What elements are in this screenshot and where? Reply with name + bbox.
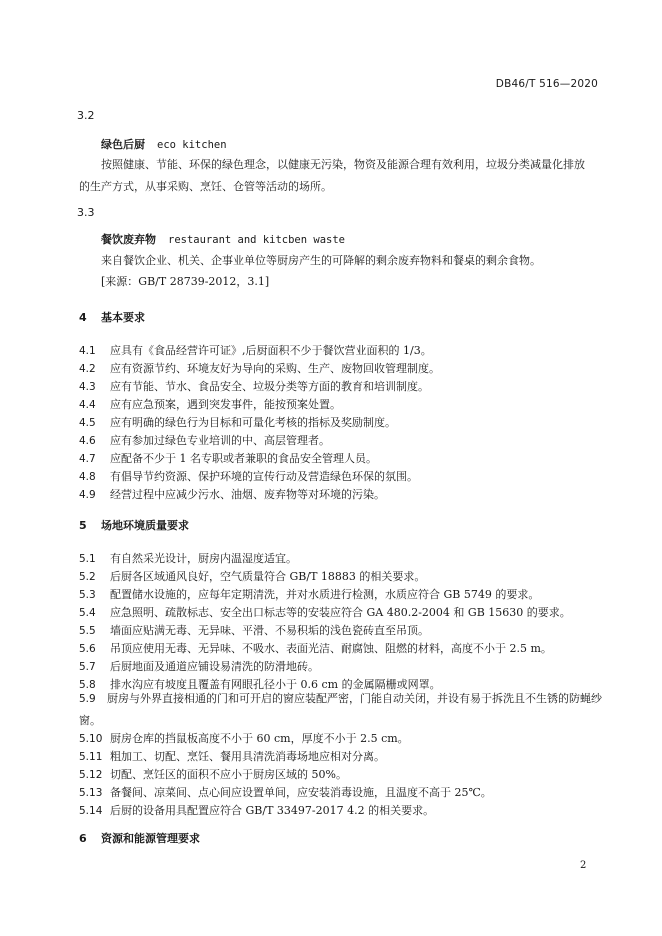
item-number: 4.9 bbox=[79, 489, 96, 501]
term-title bbox=[101, 231, 345, 247]
item-number: 5.13 bbox=[79, 787, 103, 799]
item-number: 5.14 bbox=[79, 805, 103, 817]
item-number: 5.1 bbox=[79, 553, 96, 565]
item-number: 4.7 bbox=[79, 453, 96, 465]
section-number: 4 bbox=[79, 311, 87, 324]
item-text: 应有节能、节水、食品安全、垃圾分类等方面的教育和培训制度。 bbox=[110, 380, 429, 393]
item-number: 4.2 bbox=[79, 363, 96, 375]
section-heading bbox=[79, 517, 189, 533]
item-text: 应有参加过绿色专业培训的中、高层管理者。 bbox=[110, 434, 330, 447]
list-item bbox=[79, 484, 589, 506]
item-number: 4.6 bbox=[79, 435, 96, 447]
item-text: 配置储水设施的，应每年定期清洗，并对水质进行检测，水质应符合 GB 5749 的要求。 bbox=[110, 588, 540, 601]
term-number: 3.2 bbox=[77, 109, 95, 122]
item-number: 4.3 bbox=[79, 381, 96, 393]
item-text: 应有明确的绿色行为目标和可量化考核的指标及奖励制度。 bbox=[110, 416, 396, 429]
item-number: 5.8 bbox=[79, 679, 96, 691]
item-text: 排水沟应有坡度且覆盖有网眼孔径小于 0.6 cm 的金属隔栅或网罩。 bbox=[110, 678, 441, 691]
item-number: 4.1 bbox=[79, 345, 96, 357]
item-number: 5.2 bbox=[79, 571, 96, 583]
item-text: 应配备不少于 1 名专职或者兼职的食品安全管理人员。 bbox=[110, 452, 377, 465]
item-text: 备餐间、凉菜间、点心间应设置单间，应安装消毒设施，且温度不高于 25℃。 bbox=[110, 786, 492, 799]
term-title bbox=[101, 136, 227, 152]
item-number: 4.8 bbox=[79, 471, 96, 483]
section-number: 5 bbox=[79, 519, 87, 532]
list-item bbox=[79, 800, 589, 822]
document-code: DB46/T 516—2020 bbox=[495, 78, 598, 90]
item-text: 后厨各区域通风良好，空气质量符合 GB/T 18883 的相关要求。 bbox=[110, 570, 426, 583]
item-number: 5.11 bbox=[79, 751, 103, 763]
section-heading bbox=[79, 830, 200, 846]
item-number: 5.12 bbox=[79, 769, 103, 781]
item-text: 切配、烹饪区的面积不应小于厨房区域的 50%。 bbox=[110, 768, 347, 781]
item-text: 经营过程中应减少污水、油烟、废弃物等对环境的污染。 bbox=[110, 488, 385, 501]
item-number: 4.4 bbox=[79, 399, 96, 411]
item-text: 厨房仓库的挡鼠板高度不小于 60 cm，厚度不小于 2.5 cm。 bbox=[110, 732, 409, 745]
item-text: 有自然采光设计，厨房内温湿度适宜。 bbox=[110, 552, 297, 565]
item-text: 应具有《食品经营许可证》,后厨面积不少于餐饮营业面积的 1/3。 bbox=[110, 344, 432, 357]
item-number: 4.5 bbox=[79, 417, 96, 429]
section-heading bbox=[79, 309, 145, 325]
section-title: 基本要求 bbox=[101, 311, 145, 324]
section-title: 场地环境质量要求 bbox=[101, 519, 189, 532]
list-item bbox=[79, 688, 603, 732]
item-number: 5.3 bbox=[79, 589, 96, 601]
item-text: 后厨地面及通道应铺设易清洗的防滑地砖。 bbox=[110, 660, 319, 673]
item-text: 应有应急预案，遇到突发事件，能按预案处置。 bbox=[110, 398, 341, 411]
item-text: 应急照明、疏散标志、安全出口标志等的安装应符合 GA 480.2-2004 和 GB 15630 的要求。 bbox=[110, 606, 571, 619]
item-text: 粗加工、切配、烹饪、餐用具清洗消毒场地应相对分离。 bbox=[110, 750, 385, 763]
item-text: 吊顶应使用无毒、无异味、不吸水、表面光洁、耐腐蚀、阻燃的材料，高度不小于 2.5 m。 bbox=[110, 642, 552, 655]
item-text: 应有资源节约、环境友好为导向的采购、生产、废物回收管理制度。 bbox=[110, 362, 440, 375]
item-number: 5.5 bbox=[79, 625, 96, 637]
term-zh: 餐饮废弃物 bbox=[101, 233, 156, 246]
term-zh: 绿色后厨 bbox=[101, 138, 145, 151]
item-number: 5.9 bbox=[79, 693, 96, 705]
item-text: 后厨的设备用具配置应符合 GB/T 33497-2017 4.2 的相关要求。 bbox=[110, 804, 435, 817]
item-number: 5.4 bbox=[79, 607, 96, 619]
term-number: 3.3 bbox=[77, 206, 95, 219]
section-title: 资源和能源管理要求 bbox=[101, 832, 200, 845]
item-number: 5.10 bbox=[79, 733, 103, 745]
item-text: 墙面应贴满无毒、无异味、平滑、不易积垢的浅色瓷砖直至吊顶。 bbox=[110, 624, 429, 637]
term-definition: 来自餐饮企业、机关、企事业单位等厨房产生的可降解的剩余废弃物料和餐桌的剩余食物。 bbox=[101, 254, 541, 267]
item-text: 有倡导节约资源、保护环境的宣传行动及营造绿色环保的氛围。 bbox=[110, 470, 418, 483]
item-text: 厨房与外界直接相通的门和可开启的窗应装配严密，门能自动关闭，并设有易于拆洗且不生锈的防蝇纱窗。 bbox=[79, 692, 602, 727]
term-en: eco kitchen bbox=[157, 139, 227, 151]
term-source: [来源：GB/T 28739-2012，3.1] bbox=[101, 275, 270, 288]
page-number: 2 bbox=[580, 860, 587, 871]
term-en: restaurant and kitcben waste bbox=[168, 234, 346, 246]
item-number: 5.7 bbox=[79, 661, 96, 673]
section-number: 6 bbox=[79, 832, 87, 845]
item-number: 5.6 bbox=[79, 643, 96, 655]
term-definition: 按照健康、节能、环保的绿色理念，以健康无污染，物资及能源合理有效利用，垃圾分类减量化排放的生产方式，从事采购、烹饪、仓管等活动的场所。 bbox=[79, 158, 585, 193]
